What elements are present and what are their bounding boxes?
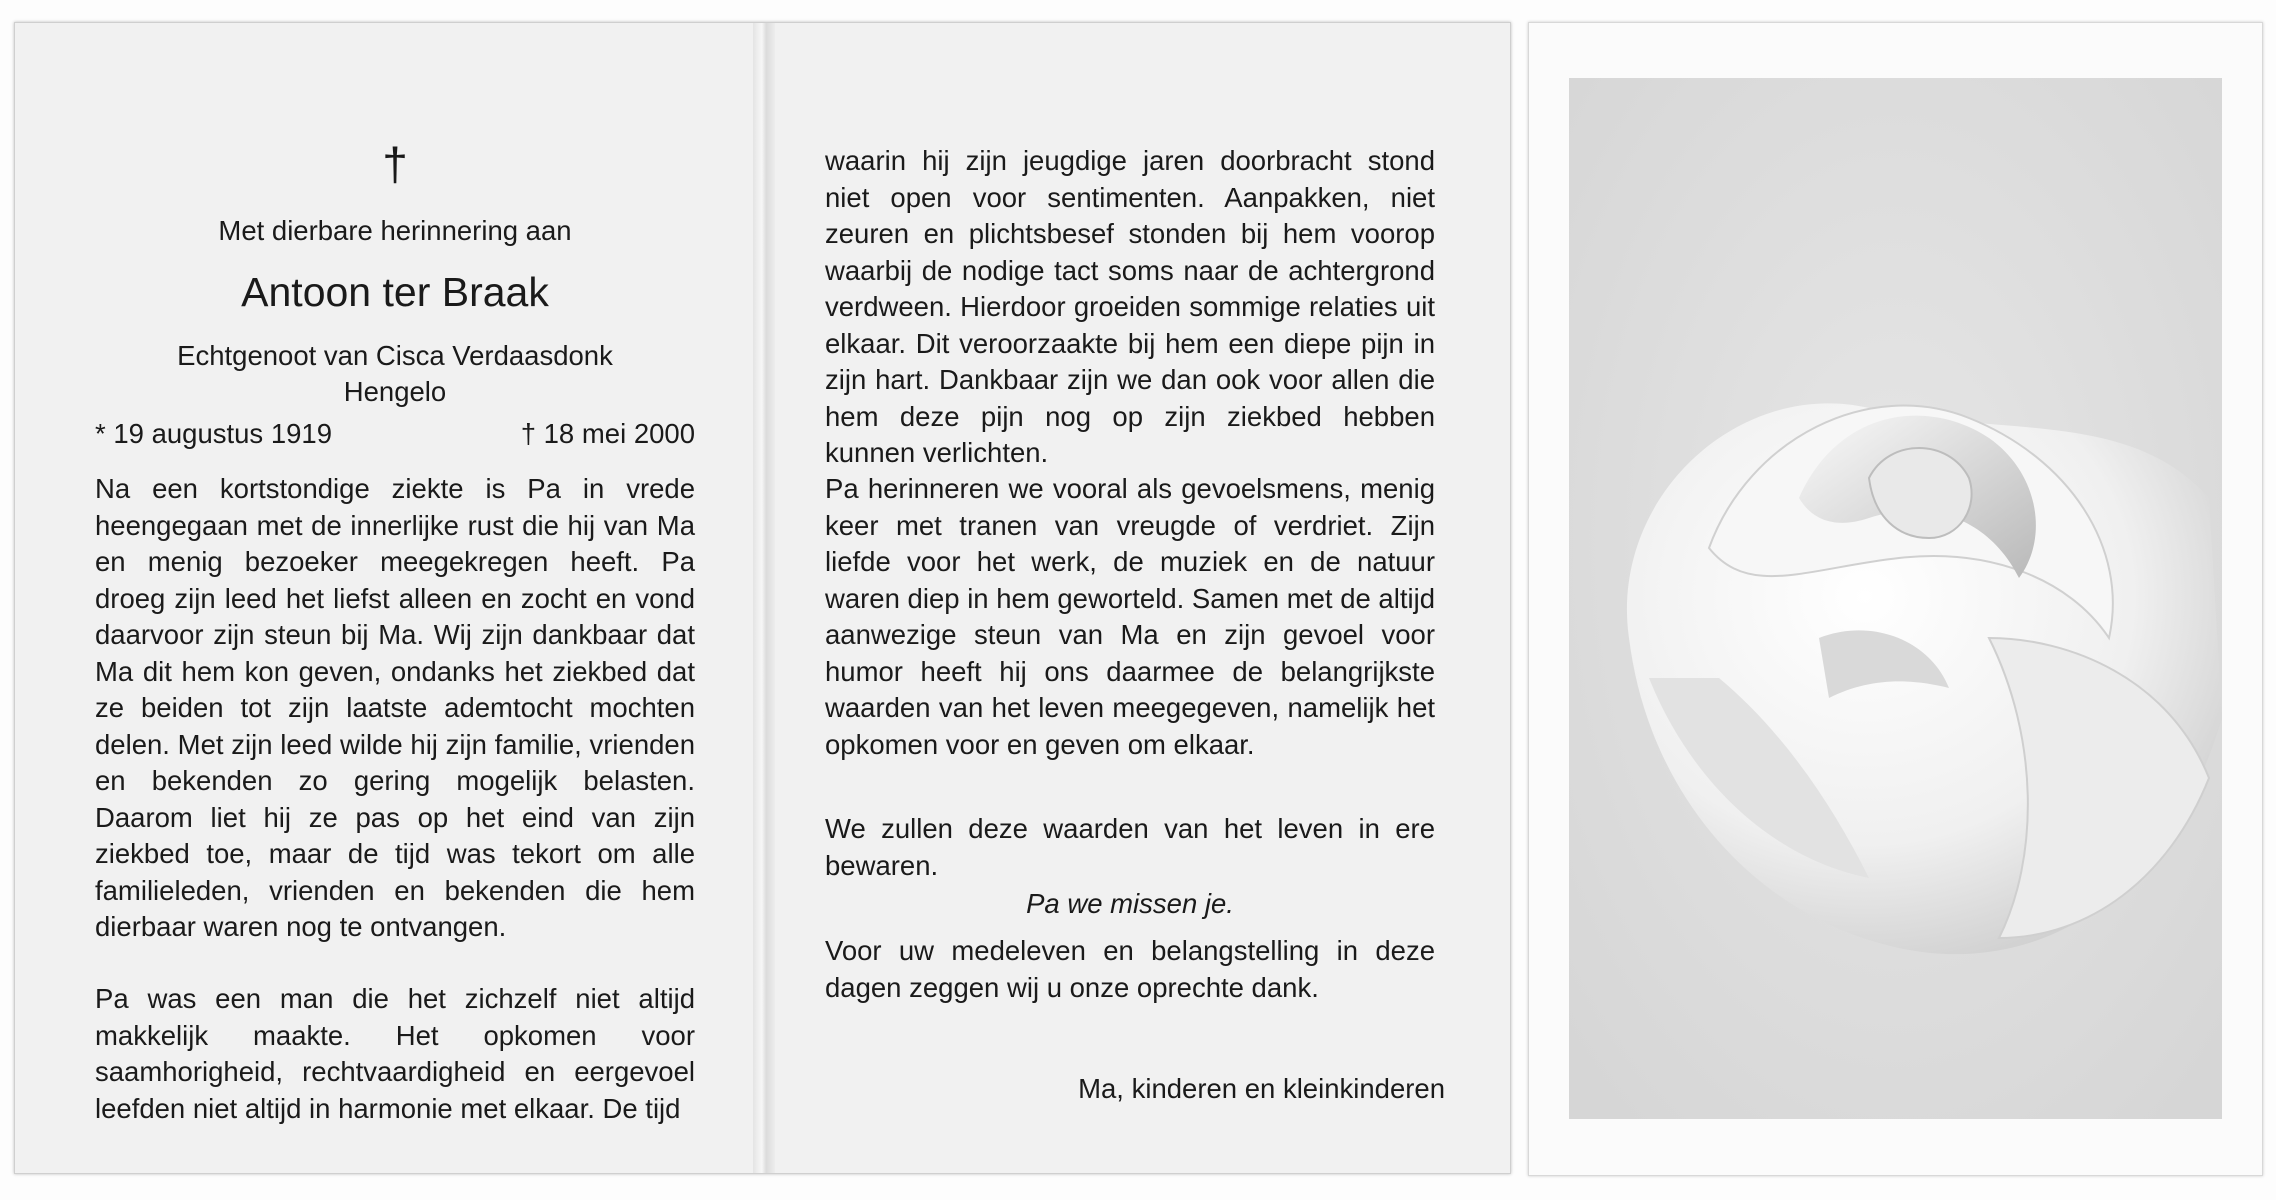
paragraph-5: We zullen deze waarden van het leven in ere bewaren. [825, 813, 1435, 881]
birth-date: * 19 augustus 1919 [95, 418, 332, 449]
motto: Pa we missen je. [1026, 888, 1234, 919]
right-page [825, 23, 1445, 1173]
memorial-card-inner [14, 22, 1511, 1174]
cross-icon: † [382, 138, 408, 190]
paragraph-6: Voor uw medeleven en belangstelling in deze dagen zeggen wij u onze oprechte dank. [825, 935, 1435, 1003]
death-date: † 18 mei 2000 [520, 418, 695, 449]
paragraph-1: Na een kortstondige ziekte is Pa in vrede heengegaan met de innerlijke rust die hij van Ma en menig bezoeker meegekregen heeft. Pa droeg zijn leed het liefst alleen en zocht en vond daarvoor zijn steun bij Ma. Wij zijn dankbaar dat Ma dit hem kon geven, ondanks het ziekbed dat ze beiden tot zijn laatste ademtocht mochten delen. Met zijn leed wilde hij zijn familie, vrienden en bekenden zo gering mogelijk belasten. Daarom liet hij ze pas op het eind van zijn ziekbed toe, maar de tijd was tekort om alle familieleden, vrienden en bekenden die hem dierbaar waren nog te ontvangen. [95, 473, 695, 942]
paragraph-3: waarin hij zijn jeugdige jaren doorbracht stond niet open voor sentimenten. Aanpakken, niet zeuren en plichtsbesef stonden bij hem voorop waarbij de nodige tact soms naar de achtergrond verdween. Hierdoor groeiden sommige relaties uit elkaar. Dit veroorzaakte bij hem een diepe pijn in zijn hart. Dankbaar zijn we dan ook voor allen die hem deze pijn nog op zijn ziekbed hebben kunnen verlichten. [825, 145, 1435, 468]
memorial-card-front [1528, 22, 2263, 1176]
card-fold [753, 23, 775, 1173]
paragraph-2: Pa was een man die het zichzelf niet altijd makkelijk maakte. Het opkomen voor saamhorigheid, rechtvaardigheid en eergevoel leefden niet altijd in harmonie met elkaar. De tijd [95, 983, 695, 1124]
place-line: Hengelo [343, 376, 447, 407]
left-page [95, 23, 695, 1173]
rose-photo [1569, 78, 2222, 1119]
paragraph-4: Pa herinneren we vooral als gevoelsmens, menig keer met tranen van vreugde of verdriet. Zijn liefde voor het werk, de muziek en de natuur waren diep in hem geworteld. Samen met de altijd aanwezige steun van Ma en zijn gevoel voor humor heeft hij ons daarmee de belangrijkste waarden van het leven meegegeven, namelijk het opkomen voor en geven om elkaar. [825, 473, 1435, 760]
spouse-line: Echtgenoot van Cisca Verdaasdonk [177, 340, 613, 371]
intro-text: Met dierbare herinnering aan [218, 215, 572, 246]
deceased-name: Antoon ter Braak [241, 269, 549, 315]
signature: Ma, kinderen en kleinkinderen [1078, 1073, 1445, 1104]
rose-icon [1569, 78, 2222, 1119]
